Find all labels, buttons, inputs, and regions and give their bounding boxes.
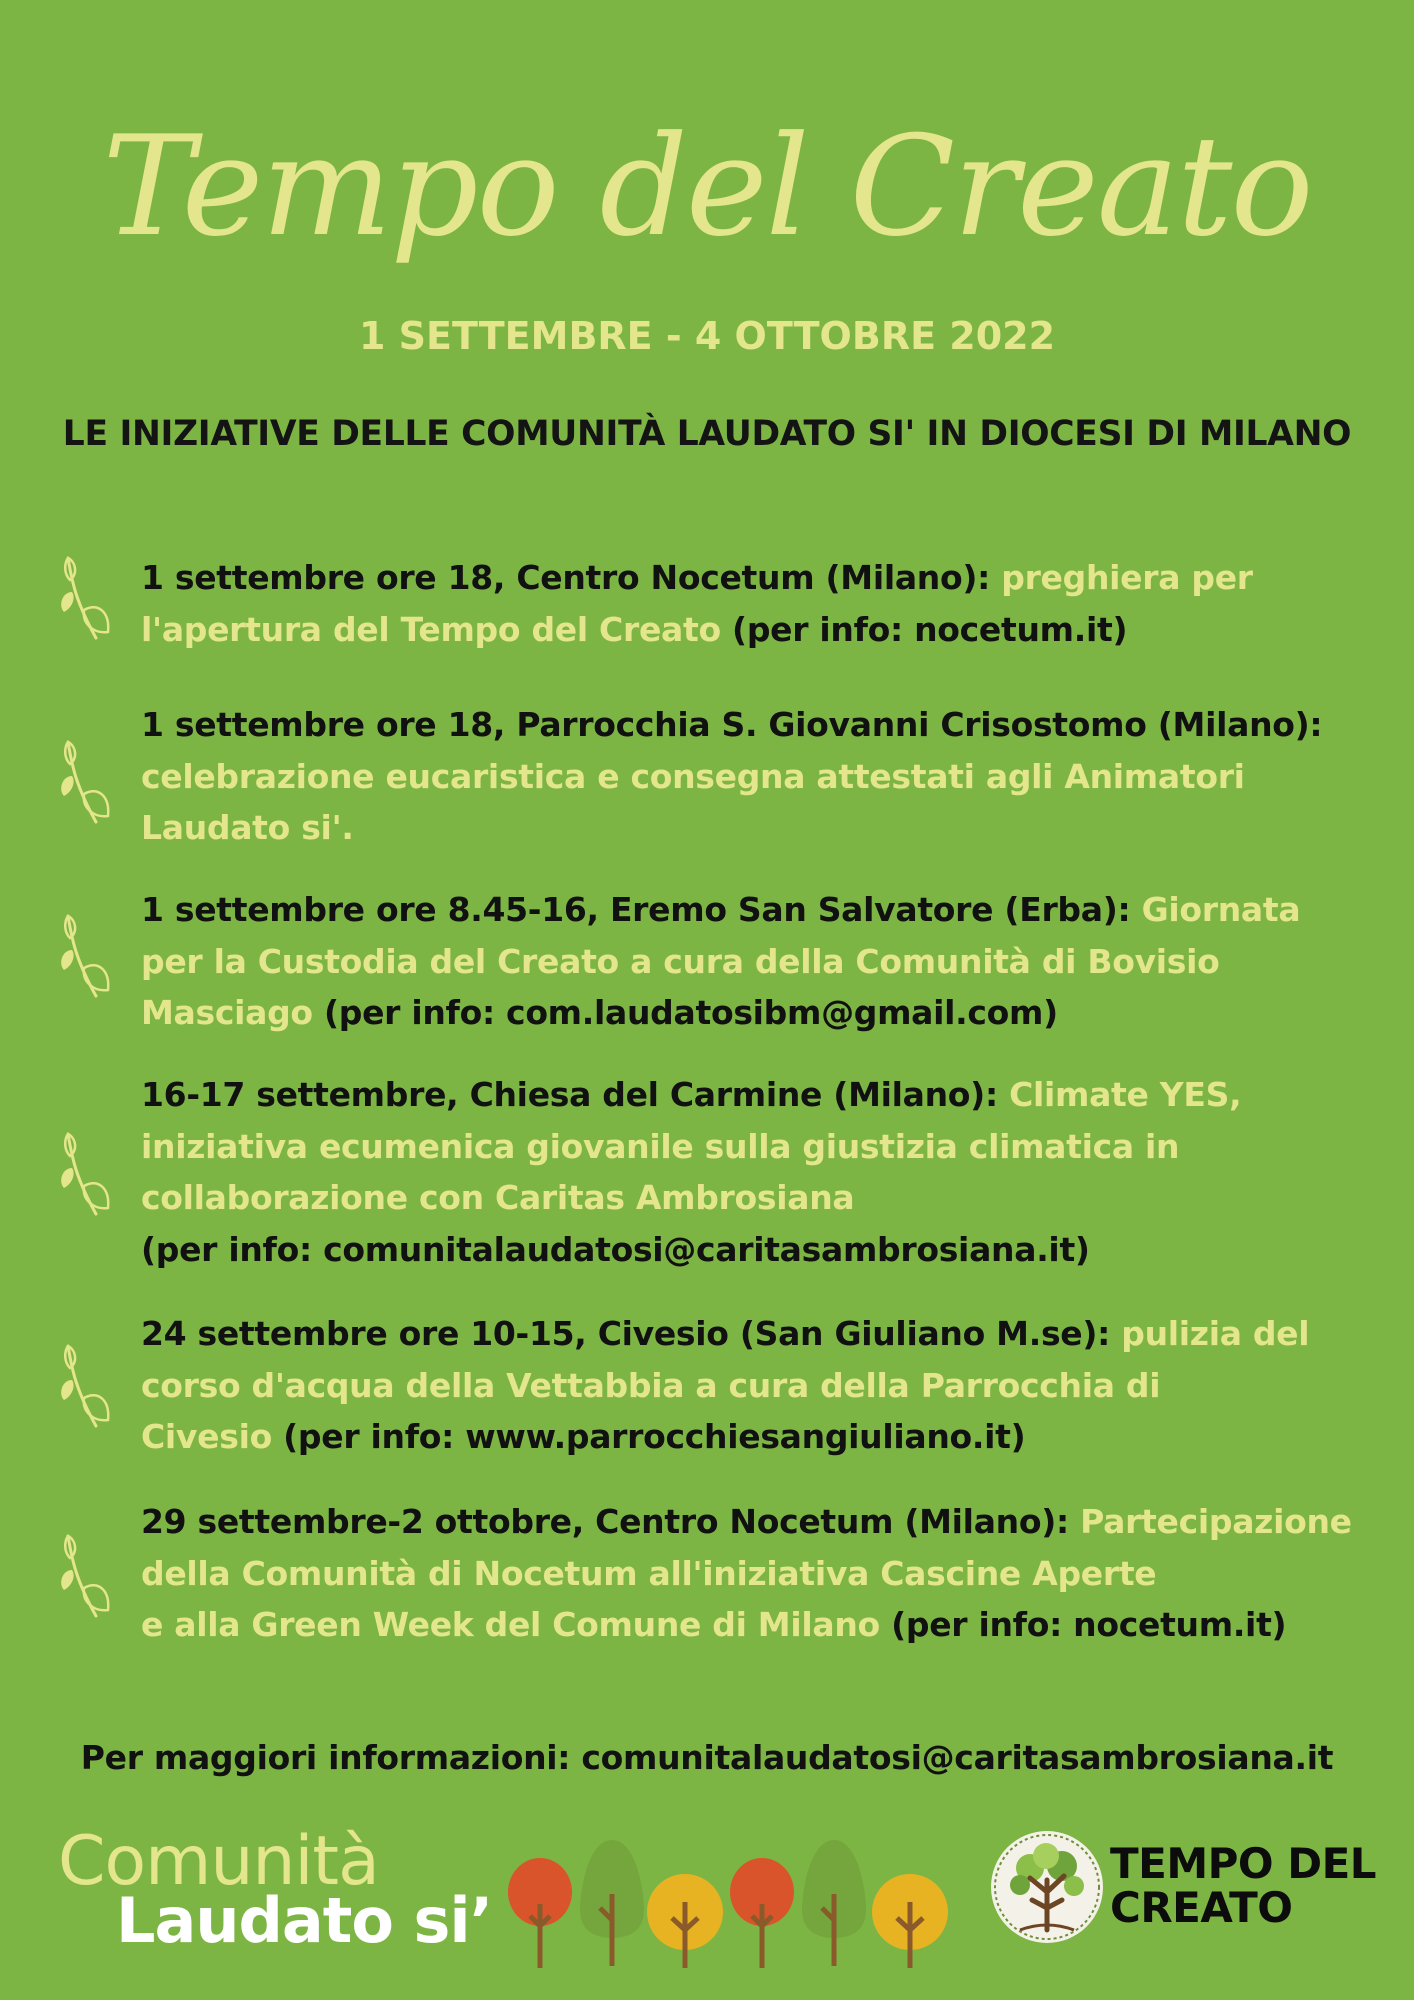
leaf-sprig-icon [58, 552, 114, 644]
event-detail-text: 16-17 settembre, Chiesa del Carmine (Milano): [141, 1075, 1010, 1114]
event-line [141, 1172, 1411, 1224]
tree-icon [508, 1858, 572, 1968]
leaf-sprig-icon [58, 736, 114, 828]
event-line [141, 1496, 1411, 1548]
event-line [141, 1411, 1411, 1463]
tree-icon [872, 1874, 948, 1968]
event-line [141, 1224, 1411, 1276]
event-line [141, 699, 1411, 751]
trees-icon [500, 1830, 960, 1970]
footer-info: Per maggiori informazioni: comunitalaudatosi@caritasambrosiana.it [80, 1738, 1334, 1777]
event-line [141, 936, 1411, 988]
leaf-sprig-icon [58, 1128, 114, 1220]
event-line [141, 552, 1411, 604]
event-highlight-text: preghiera per [1001, 558, 1253, 597]
event-detail-text: 1 settembre ore 18, Parrocchia S. Giovanni Crisostomo (Milano): [141, 705, 1323, 744]
logo-left-line2: Laudato si’ [116, 1884, 493, 1957]
leaf-sprig-icon [58, 1340, 114, 1432]
event-highlight-text: iniziativa ecumenica giovanile sulla giustizia climatica in [141, 1126, 1180, 1166]
page-title: Tempo del Creato [102, 106, 1312, 267]
event-highlight-text: corso d'acqua della Vettabbia a cura della Parrocchia di [141, 1365, 1161, 1405]
event-item [141, 1308, 1411, 1463]
event-line [141, 802, 1411, 854]
tempo-del-creato-logo-text [1110, 1839, 1377, 1932]
event-highlight-text: celebrazione eucaristica e consegna attestati agli Animatori [141, 756, 1245, 796]
event-detail-text: 24 settembre ore 10-15, Civesio (San Giuliano M.se): [141, 1314, 1122, 1353]
event-detail-text: (per info: nocetum.it) [879, 1605, 1287, 1644]
event-highlight-text: Giornata [1141, 890, 1301, 929]
event-highlight-text: Climate YES, [1009, 1075, 1242, 1114]
page-subtitle: LE INIZIATIVE DELLE COMUNITÀ LAUDATO SI' IN DIOCESI DI MILANO [62, 414, 1352, 454]
event-line [141, 1069, 1411, 1121]
event-highlight-text: Masciago [141, 993, 313, 1032]
event-detail-text: (per info: www.parrocchiesangiuliano.it) [271, 1417, 1026, 1456]
event-highlight-text: Civesio [141, 1417, 272, 1456]
event-line [141, 1548, 1411, 1600]
event-highlight-text: per la Custodia del Creato a cura della Comunità di Bovisio [141, 941, 1220, 981]
event-line [141, 1599, 1411, 1651]
event-detail-text: 29 settembre-2 ottobre, Centro Nocetum (Milano): [141, 1502, 1081, 1541]
event-item [141, 884, 1411, 1039]
event-highlight-text: Partecipazione [1080, 1502, 1352, 1541]
tree-icon [647, 1874, 723, 1968]
event-highlight-text: collaborazione con Caritas Ambrosiana [141, 1178, 855, 1217]
event-detail-text: (per info: comunitalaudatosi@caritasambrosiana.it) [141, 1229, 1090, 1269]
logo-left-line1: Comunità [58, 1822, 379, 1901]
event-item [141, 699, 1411, 854]
event-highlight-text: e alla Green Week del Comune di Milano [141, 1605, 880, 1644]
event-detail-text: 1 settembre ore 8.45-16, Eremo San Salvatore (Erba): [141, 890, 1142, 929]
tree-icon [802, 1840, 866, 1966]
comunita-laudato-si-logo [58, 1822, 493, 1957]
event-item [141, 1069, 1411, 1275]
leaf-sprig-icon [58, 1530, 114, 1622]
event-line [141, 987, 1411, 1039]
event-line [141, 604, 1411, 656]
leaf-sprig-icon [58, 910, 114, 1002]
tree-circle-logo-icon [990, 1830, 1104, 1944]
date-range: 1 SETTEMBRE - 4 OTTOBRE 2022 [358, 314, 1056, 358]
logo-right-line2: CREATO [1110, 1883, 1293, 1932]
tree-icon [730, 1858, 794, 1968]
event-highlight-text: l'apertura del Tempo del Creato [141, 609, 721, 649]
logo-right-line1: TEMPO DEL [1110, 1839, 1377, 1888]
event-highlight-text: Laudato si'. [141, 808, 354, 847]
event-highlight-text: della Comunità di Nocetum all'iniziativa Cascine Aperte [141, 1553, 1157, 1593]
event-detail-text: (per info: com.laudatosibm@gmail.com) [312, 993, 1058, 1032]
event-item [141, 552, 1411, 655]
event-line [141, 1121, 1411, 1173]
tree-icon [580, 1840, 644, 1966]
event-detail-text: (per info: nocetum.it) [720, 609, 1128, 649]
event-line [141, 1360, 1411, 1412]
event-line [141, 751, 1411, 803]
event-highlight-text: pulizia del [1121, 1314, 1310, 1353]
event-line [141, 884, 1411, 936]
event-line [141, 1308, 1411, 1360]
event-detail-text: 1 settembre ore 18, Centro Nocetum (Milano): [141, 558, 1002, 597]
event-item [141, 1496, 1411, 1651]
